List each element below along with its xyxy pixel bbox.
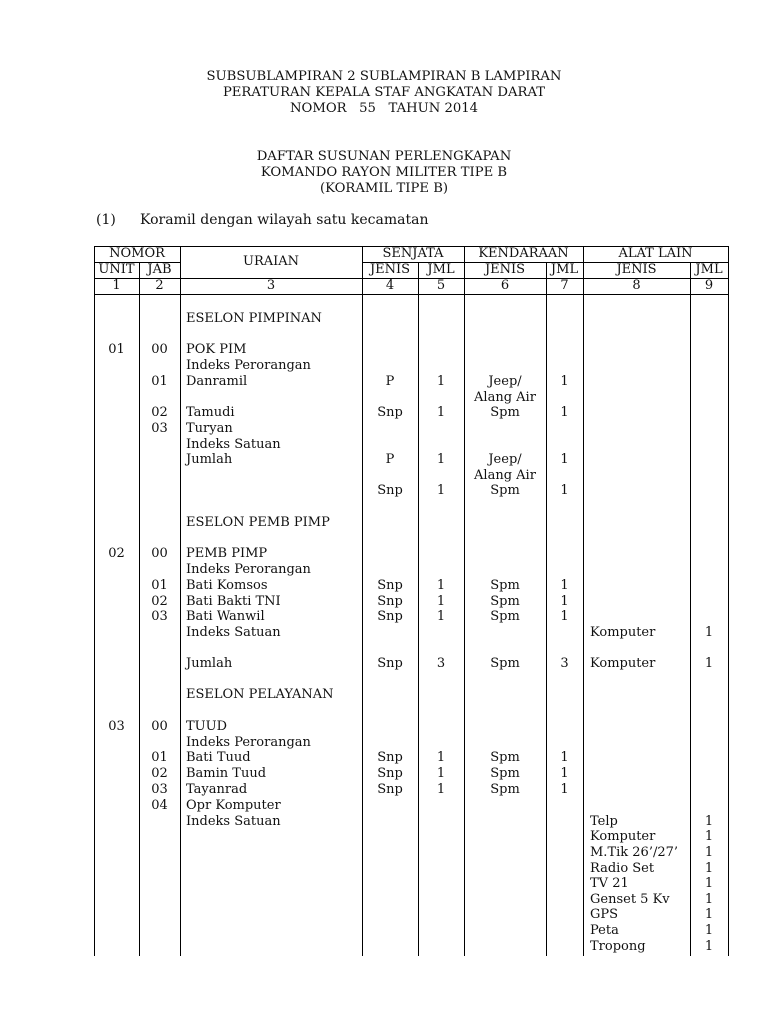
cell-uraian: ESELON PEMB PIMP: [186, 515, 330, 530]
cell-kendaraan-jml: 1: [560, 782, 569, 797]
cell-senjata-jenis: Snp: [377, 656, 403, 671]
cell-senjata-jml: 1: [436, 483, 446, 498]
header-line-3: NOMOR 55 TAHUN 2014: [289, 101, 479, 116]
cell-jab: 04: [151, 798, 168, 813]
cell-kendaraan-jenis: Jeep/: [488, 452, 522, 467]
cell-uraian: Turyan: [186, 421, 233, 436]
cell-senjata-jml: 1: [436, 374, 446, 389]
cell-alat-jenis: Telp: [590, 814, 618, 829]
cell-uraian: Indeks Perorangan: [186, 562, 311, 577]
cell-alat-jml: 1: [704, 907, 714, 922]
cell-kendaraan-jenis: Alang Air: [474, 390, 536, 405]
cell-alat-jml: 1: [704, 829, 714, 844]
section-text: Koramil dengan wilayah satu kecamatan: [140, 212, 429, 228]
cell-kendaraan-jml: 1: [560, 609, 569, 624]
cell-alat-jenis: GPS: [590, 907, 619, 922]
cell-uraian: Indeks Perorangan: [186, 735, 311, 750]
title-line-1: DAFTAR SUSUNAN PERLENGKAPAN: [256, 149, 512, 164]
cell-jab: 01: [151, 578, 168, 593]
cell-alat-jenis: Genset 5 Kv: [590, 892, 670, 907]
cell-kendaraan-jml: 1: [560, 452, 569, 467]
col-number-2: 2: [155, 278, 164, 293]
header-jab: JAB: [147, 262, 172, 277]
cell-alat-jml: 1: [704, 845, 714, 860]
cell-alat-jenis: Komputer: [590, 829, 656, 844]
cell-jab: 03: [151, 782, 168, 797]
cell-alat-jenis: Komputer: [590, 625, 656, 640]
cell-kendaraan-jenis: Spm: [490, 405, 520, 420]
cell-jab: 02: [151, 766, 168, 781]
cell-uraian: Bati Wanwil: [186, 609, 265, 624]
cell-senjata-jml: 1: [436, 405, 446, 420]
cell-alat-jml: 1: [704, 892, 714, 907]
cell-kendaraan-jenis: Alang Air: [474, 468, 536, 483]
cell-jab: 03: [151, 609, 168, 624]
cell-jab: 02: [151, 594, 168, 609]
cell-uraian: Indeks Satuan: [186, 625, 281, 640]
cell-senjata-jml: 1: [436, 452, 446, 467]
header-line-1: SUBSUBLAMPIRAN 2 SUBLAMPIRAN B LAMPIRAN: [206, 69, 562, 84]
title-line-3: (KORAMIL TIPE B): [319, 181, 449, 196]
cell-senjata-jml: 3: [436, 656, 446, 671]
cell-senjata-jenis: Snp: [377, 483, 403, 498]
cell-alat-jml: 1: [704, 939, 714, 954]
col-number-7: 7: [560, 278, 569, 293]
cell-senjata-jml: 1: [436, 609, 446, 624]
header-kendaraan: KENDARAAN: [478, 246, 569, 261]
cell-kendaraan-jenis: Spm: [490, 750, 520, 765]
cell-uraian: Jumlah: [186, 656, 233, 671]
cell-alat-jml: 1: [704, 814, 714, 829]
cell-kendaraan-jenis: Spm: [490, 766, 520, 781]
cell-senjata-jenis: P: [385, 374, 395, 389]
cell-kendaraan-jenis: Spm: [490, 609, 520, 624]
cell-senjata-jenis: Snp: [377, 750, 403, 765]
col-number-6: 6: [500, 278, 510, 293]
cell-jab: 03: [151, 421, 168, 436]
cell-alat-jenis: TV 21: [590, 876, 629, 891]
cell-alat-jml: 1: [704, 656, 714, 671]
cell-kendaraan-jenis: Spm: [490, 483, 520, 498]
cell-uraian: TUUD: [186, 719, 228, 734]
cell-jab: 00: [151, 719, 168, 734]
cell-senjata-jml: 1: [436, 750, 446, 765]
cell-senjata-jml: 1: [436, 578, 446, 593]
col-number-9: 9: [704, 278, 714, 293]
cell-alat-jenis: Peta: [590, 923, 619, 938]
cell-senjata-jenis: Snp: [377, 405, 403, 420]
header-senjata: SENJATA: [382, 246, 444, 261]
cell-alat-jenis: Tropong: [590, 939, 646, 954]
cell-uraian: Jumlah: [186, 452, 233, 467]
cell-jab: 01: [151, 750, 168, 765]
cell-kendaraan-jml: 3: [560, 656, 569, 671]
cell-uraian: PEMB PIMP: [186, 546, 268, 561]
cell-alat-jml: 1: [704, 876, 714, 891]
cell-senjata-jenis: Snp: [377, 766, 403, 781]
cell-unit: 03: [108, 719, 125, 734]
cell-kendaraan-jml: 1: [560, 750, 569, 765]
cell-uraian: Bati Bakti TNI: [186, 594, 281, 609]
cell-alat-jenis: Komputer: [590, 656, 656, 671]
cell-kendaraan-jml: 1: [560, 578, 569, 593]
cell-jab: 01: [151, 374, 168, 389]
cell-senjata-jenis: Snp: [377, 609, 403, 624]
cell-unit: 01: [108, 342, 125, 357]
cell-uraian: ESELON PELAYANAN: [186, 687, 334, 702]
header-jenis-alat: JENIS: [616, 262, 657, 277]
cell-senjata-jml: 1: [436, 594, 446, 609]
cell-alat-jml: 1: [704, 923, 714, 938]
col-number-3: 3: [266, 278, 276, 293]
cell-senjata-jenis: Snp: [377, 782, 403, 797]
cell-uraian: ESELON PIMPINAN: [186, 311, 322, 326]
cell-alat-jenis: Radio Set: [590, 861, 655, 876]
header-jml-senjata: JML: [427, 262, 455, 277]
cell-senjata-jml: 1: [436, 782, 446, 797]
cell-jab: 02: [151, 405, 168, 420]
cell-uraian: Opr Komputer: [186, 798, 281, 813]
cell-unit: 02: [108, 546, 125, 561]
cell-kendaraan-jml: 1: [560, 594, 569, 609]
cell-jab: 00: [151, 546, 168, 561]
cell-kendaraan-jml: 1: [560, 483, 569, 498]
section-number: (1): [96, 212, 116, 228]
cell-uraian: Indeks Satuan: [186, 814, 281, 829]
cell-senjata-jenis: P: [385, 452, 395, 467]
col-number-1: 1: [112, 278, 121, 293]
title-line-2: KOMANDO RAYON MILITER TIPE B: [260, 165, 508, 180]
header-nomor: NOMOR: [109, 246, 165, 261]
cell-kendaraan-jenis: Spm: [490, 594, 520, 609]
header-line-2: PERATURAN KEPALA STAF ANGKATAN DARAT: [222, 85, 546, 100]
cell-uraian: Bati Tuud: [186, 750, 251, 765]
cell-alat-jenis: M.Tik 26’/27’: [590, 845, 679, 860]
header-jenis-kendaraan: JENIS: [484, 262, 526, 277]
cell-kendaraan-jenis: Spm: [490, 656, 520, 671]
cell-senjata-jenis: Snp: [377, 578, 403, 593]
cell-kendaraan-jml: 1: [560, 766, 569, 781]
col-number-4: 4: [385, 278, 395, 293]
cell-kendaraan-jml: 1: [560, 405, 569, 420]
col-number-8: 8: [632, 278, 641, 293]
header-jenis-senjata: JENIS: [369, 262, 411, 277]
cell-kendaraan-jml: 1: [560, 374, 569, 389]
cell-uraian: Tamudi: [186, 405, 235, 420]
cell-uraian: Bati Komsos: [186, 578, 268, 593]
cell-uraian: Indeks Perorangan: [186, 358, 311, 373]
cell-senjata-jenis: Snp: [377, 594, 403, 609]
cell-alat-jml: 1: [704, 861, 714, 876]
header-alat-lain: ALAT LAIN: [618, 246, 693, 261]
cell-kendaraan-jenis: Jeep/: [488, 374, 522, 389]
cell-kendaraan-jenis: Spm: [490, 782, 520, 797]
cell-uraian: Indeks Satuan: [186, 437, 281, 452]
cell-uraian: Tayanrad: [186, 782, 248, 797]
cell-uraian: Bamin Tuud: [186, 766, 267, 781]
cell-jab: 00: [151, 342, 168, 357]
cell-senjata-jml: 1: [436, 766, 446, 781]
header-jml-alat: JML: [695, 262, 723, 277]
header-unit: UNIT: [98, 262, 135, 277]
header-uraian: URAIAN: [242, 254, 300, 269]
cell-alat-jml: 1: [704, 625, 714, 640]
cell-kendaraan-jenis: Spm: [490, 578, 520, 593]
cell-uraian: POK PIM: [186, 342, 247, 357]
cell-uraian: Danramil: [186, 374, 248, 389]
col-number-5: 5: [436, 278, 446, 293]
header-jml-kendaraan: JML: [550, 262, 579, 277]
